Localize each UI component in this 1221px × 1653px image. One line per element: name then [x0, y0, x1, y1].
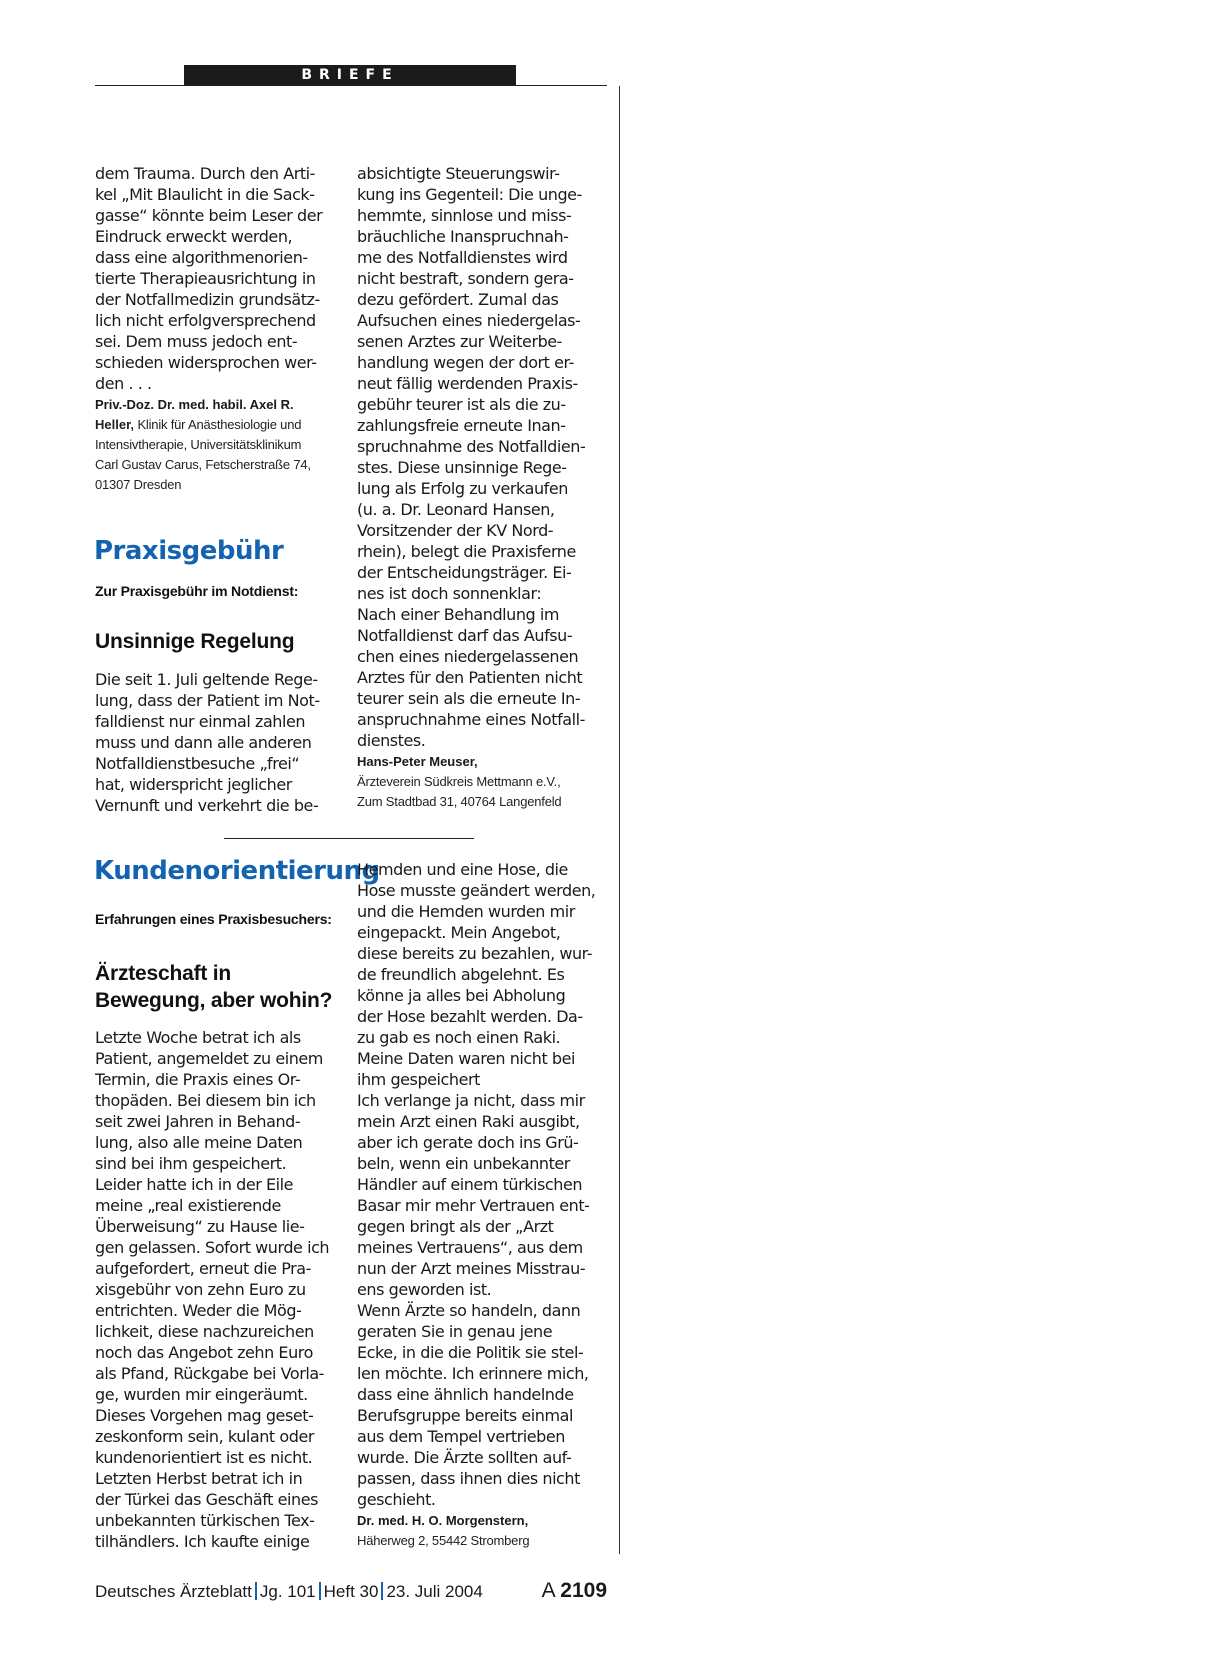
text-line: thopäden. Bei diesem bin ich	[95, 1091, 316, 1110]
text-line: Basar mir mehr Vertrauen ent-	[357, 1196, 590, 1215]
footer-divider	[255, 1582, 257, 1600]
text-line: Hose musste geändert werden,	[357, 881, 596, 900]
text-line: anspruchnahme eines Notfall-	[357, 710, 585, 729]
text-line: Vernunft und verkehrt die be-	[95, 796, 319, 815]
text-line: gebühr teurer ist als die zu-	[357, 395, 566, 414]
text-line: kel „Mit Blaulicht in die Sack-	[95, 185, 315, 204]
text-line: als Pfand, Rückgabe bei Vorla-	[95, 1364, 325, 1383]
text-line: Nach einer Behandlung im	[357, 605, 559, 624]
text-line: stes. Diese unsinnige Rege-	[357, 458, 567, 477]
page-number	[542, 1579, 607, 1603]
text-line: 01307 Dresden	[95, 477, 182, 492]
text-line: Notfalldienst darf das Aufsu-	[357, 626, 573, 645]
text-line: geschieht.	[357, 1490, 436, 1509]
text-line: Überweisung“ zu Hause lie-	[95, 1217, 305, 1236]
text-line: Vorsitzender der KV Nord-	[357, 521, 554, 540]
praxis-col1	[95, 669, 320, 816]
text-line: gasse“ könnte beim Leser der	[95, 206, 323, 225]
text-line: Letzte Woche betrat ich als	[95, 1028, 301, 1047]
text-line: Meine Daten waren nicht bei	[357, 1049, 575, 1068]
footer-divider	[319, 1582, 321, 1600]
kunden-col2-text	[357, 859, 595, 1551]
kunden-headline	[95, 960, 332, 1014]
text-line: lich nicht erfolgversprechend	[95, 311, 316, 330]
text-line: Notfalldienstbesuche „frei“	[95, 754, 300, 773]
text-line: chen eines niedergelassenen	[357, 647, 579, 666]
section-header-briefe: BRIEFE	[184, 65, 516, 86]
text-line: meine „real existierende	[95, 1196, 281, 1215]
text-line: Zum Stadtbad 31, 40764 Langenfeld	[357, 794, 562, 809]
text-line: dass eine algorithmenorien-	[95, 248, 308, 267]
text-line: beln, wenn ein unbekannter	[357, 1154, 570, 1173]
text-line: Bewegung, aber wohin?	[95, 989, 333, 1012]
text-line: gegen bringt als der „Arzt	[357, 1217, 554, 1236]
footer-divider	[381, 1582, 383, 1600]
text-line: Termin, die Praxis eines Or-	[95, 1070, 301, 1089]
text-line: dass eine ähnlich handelnde	[357, 1385, 574, 1404]
text-line: der Notfallmedizin grundsätz-	[95, 290, 320, 309]
praxis-col2-text	[357, 163, 585, 812]
text-line: diese bereits zu bezahlen, wur-	[357, 944, 593, 963]
text-line: ge, wurden mir eingeräumt.	[95, 1385, 308, 1404]
text-line: wurde. Die Ärzte sollten auf-	[357, 1448, 572, 1467]
text-line: sei. Dem muss jedoch ent-	[95, 332, 298, 351]
text-line: lung als Erfolg zu verkaufen	[357, 479, 568, 498]
text-line: Ärzteverein Südkreis Mettmann e.V.,	[357, 774, 561, 789]
text-line: Die seit 1. Juli geltende Rege-	[95, 670, 318, 689]
page-prefix: A	[541, 1579, 555, 1602]
text-line: ihm gespeichert	[357, 1070, 480, 1089]
text-line: noch das Angebot zehn Euro	[95, 1343, 313, 1362]
text-line: nes ist doch sonnenklar:	[357, 584, 542, 603]
praxis-col2	[357, 163, 585, 751]
footer-journal: Deutsches Ärzteblatt	[95, 1582, 252, 1601]
text-line: meines Vertrauens“, aus dem	[357, 1238, 583, 1257]
praxis-address	[357, 772, 585, 812]
kunden-intro: Erfahrungen eines Praxisbesuchers:	[95, 911, 332, 927]
praxis-author: Hans-Peter Meuser,	[357, 754, 478, 769]
text-line: Hemden und eine Hose, die	[357, 860, 568, 879]
text-line: nicht bestraft, sondern gera-	[357, 269, 574, 288]
text-line: kung ins Gegenteil: Die unge-	[357, 185, 582, 204]
letter1-author-line1: Priv.-Doz. Dr. med. habil. Axel R.	[95, 397, 294, 412]
text-line: me des Notfalldienstes wird	[357, 248, 568, 267]
text-line: eingepackt. Mein Angebot,	[357, 923, 561, 942]
text-line: dezu gefördert. Zumal das	[357, 290, 559, 309]
text-line: senen Arztes zur Weiterbe-	[357, 332, 562, 351]
text-line: Intensivtherapie, Universitätsklinikum	[95, 437, 302, 452]
text-line: handlung wegen der dort er-	[357, 353, 574, 372]
kunden-col1	[95, 1027, 329, 1552]
kunden-author: Dr. med. H. O. Morgenstern,	[357, 1513, 529, 1528]
text-line: dem Trauma. Durch den Arti-	[95, 164, 315, 183]
footer-issue: Heft 30	[323, 1582, 379, 1601]
text-line: zu gab es noch einen Raki.	[357, 1028, 561, 1047]
section-title-praxisgebuehr: Praxisgebühr	[94, 536, 284, 566]
text-line: Händler auf einem türkischen	[357, 1175, 583, 1194]
text-line: falldienst nur einmal zahlen	[95, 712, 306, 731]
text-line: tilhändlers. Ich kaufte einige	[95, 1532, 310, 1551]
text-line: Aufsuchen eines niedergelas-	[357, 311, 581, 330]
letter1-address-line1: Klinik für Anästhesiologie und	[134, 417, 302, 432]
text-line: rhein), belegt die Praxisferne	[357, 542, 576, 561]
text-line: Eindruck erweckt werden,	[95, 227, 293, 246]
letter1-text	[95, 163, 322, 495]
text-line: kundenorientiert ist es nicht.	[95, 1448, 313, 1467]
text-line: hat, widerspricht jeglicher	[95, 775, 292, 794]
text-line: zeskonform sein, kulant oder	[95, 1427, 314, 1446]
text-line: Wenn Ärzte so handeln, dann	[357, 1301, 581, 1320]
text-line: mein Arzt einen Raki ausgibt,	[357, 1112, 580, 1131]
text-line: schieden widersprochen wer-	[95, 353, 317, 372]
page-number-value: 2109	[560, 1579, 607, 1602]
text-line: und die Hemden wurden mir	[357, 902, 575, 921]
text-line: lichkeit, diese nachzureichen	[95, 1322, 314, 1341]
text-line: aufgefordert, erneut die Pra-	[95, 1259, 311, 1278]
text-line: der Türkei das Geschäft eines	[95, 1490, 319, 1509]
praxis-intro: Zur Praxisgebühr im Notdienst:	[95, 583, 299, 599]
text-line: sind bei ihm gespeichert.	[95, 1154, 287, 1173]
text-line: Patient, angemeldet zu einem	[95, 1049, 323, 1068]
text-line: len möchte. Ich erinnere mich,	[357, 1364, 589, 1383]
text-line: hemmte, sinnlose und miss-	[357, 206, 572, 225]
text-line: entrichten. Weder die Mög-	[95, 1301, 302, 1320]
text-line: Ecke, in die die Politik sie stel-	[357, 1343, 584, 1362]
text-line: den . . .	[95, 374, 152, 393]
text-line: lung, also alle meine Daten	[95, 1133, 303, 1152]
text-line: Letzten Herbst betrat ich in	[95, 1469, 303, 1488]
text-line: Dieses Vorgehen mag geset-	[95, 1406, 314, 1425]
text-line: zahlungsfreie erneute Inan-	[357, 416, 566, 435]
kunden-address: Häherweg 2, 55442 Stromberg	[357, 1533, 530, 1548]
text-line: Leider hatte ich in der Eile	[95, 1175, 294, 1194]
text-line: (u. a. Dr. Leonard Hansen,	[357, 500, 555, 519]
text-line: unbekannten türkischen Tex-	[95, 1511, 315, 1530]
text-line: teurer sein als die erneute In-	[357, 689, 581, 708]
kunden-col2	[357, 859, 595, 1510]
text-line: aus dem Tempel vertrieben	[357, 1427, 565, 1446]
text-line: de freundlich abgelehnt. Es	[357, 965, 565, 984]
footer-date: 23. Juli 2004	[386, 1582, 483, 1601]
text-line: Arztes für den Patienten nicht	[357, 668, 583, 687]
header-rule	[95, 85, 607, 86]
text-line: Ich verlange ja nicht, dass mir	[357, 1091, 585, 1110]
section-separator	[224, 838, 474, 839]
text-line: könne ja alles bei Abholung	[357, 986, 566, 1005]
text-line: muss und dann alle anderen	[95, 733, 312, 752]
text-line: Ärzteschaft in	[95, 962, 232, 985]
letter1-address	[95, 435, 322, 495]
text-line: dienstes.	[357, 731, 426, 750]
text-line: Carl Gustav Carus, Fetscherstraße 74,	[95, 457, 311, 472]
text-line: bräuchliche Inanspruchnah-	[357, 227, 569, 246]
letter1-body	[95, 163, 322, 394]
praxis-headline: Unsinnige Regelung	[95, 630, 295, 653]
footer-volume: Jg. 101	[259, 1582, 316, 1601]
text-line: ens geworden ist.	[357, 1280, 492, 1299]
text-line: nun der Arzt meines Misstrau-	[357, 1259, 586, 1278]
text-line: geraten Sie in genau jene	[357, 1322, 553, 1341]
section-title-kundenorientierung: Kundenorientierung	[94, 856, 380, 886]
text-line: der Entscheidungsträger. Ei-	[357, 563, 572, 582]
page-footer	[95, 1579, 615, 1610]
text-line: seit zwei Jahren in Behand-	[95, 1112, 301, 1131]
letter1-author-line2: Heller,	[95, 417, 135, 432]
text-line: spruchnahme des Notfalldien-	[357, 437, 586, 456]
text-line: der Hose bezahlt werden. Da-	[357, 1007, 583, 1026]
column-rule	[619, 86, 620, 1554]
text-line: passen, dass ihnen dies nicht	[357, 1469, 580, 1488]
text-line: absichtigte Steuerungswir-	[357, 164, 560, 183]
text-line: tierte Therapieausrichtung in	[95, 269, 316, 288]
text-line: gen gelassen. Sofort wurde ich	[95, 1238, 330, 1257]
text-line: aber ich gerate doch ins Grü-	[357, 1133, 579, 1152]
text-line: Berufsgruppe bereits einmal	[357, 1406, 573, 1425]
text-line: xisgebühr von zehn Euro zu	[95, 1280, 306, 1299]
text-line: neut fällig werdenden Praxis-	[357, 374, 578, 393]
text-line: lung, dass der Patient im Not-	[95, 691, 320, 710]
